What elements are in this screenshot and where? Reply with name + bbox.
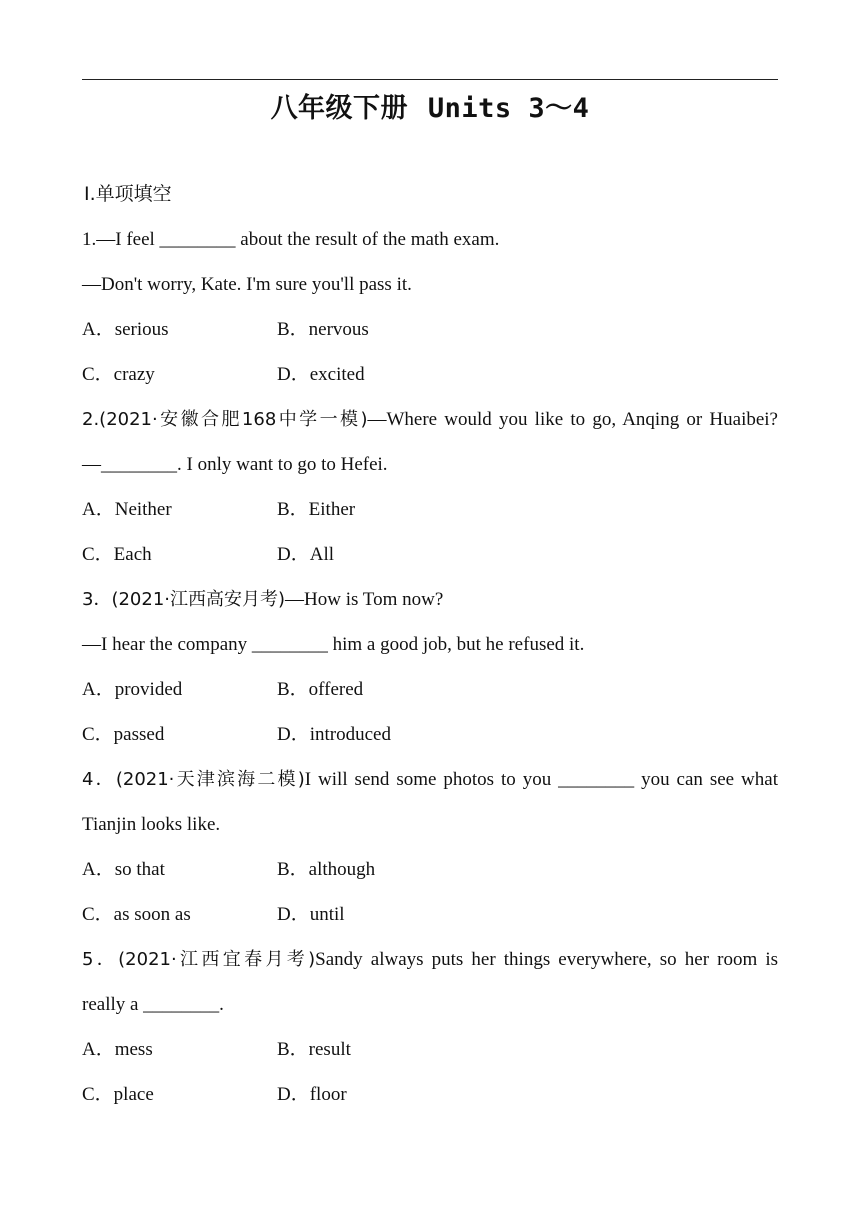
question-3-stem-text: —How is Tom now? bbox=[285, 589, 444, 610]
question-2-stem-line-1 bbox=[82, 409, 778, 431]
question-5-stem-line-2: really a ________. bbox=[82, 994, 224, 1015]
header-rule bbox=[82, 79, 778, 80]
question-5-option-a: A．mess bbox=[82, 1039, 153, 1060]
question-3-option-a: A．provided bbox=[82, 679, 183, 700]
question-5-source: 5．(2021·江西宜春月考) bbox=[82, 949, 316, 970]
question-2-option-b: B．Either bbox=[277, 499, 356, 520]
question-2-source: 2.(2021·安徽合肥168中学一模) bbox=[82, 409, 368, 430]
question-1-stem-line-1: 1.—I feel ________ about the result of the math exam. bbox=[82, 229, 500, 250]
question-1-option-d: D．excited bbox=[277, 364, 365, 385]
question-3-option-b: B．offered bbox=[277, 679, 364, 700]
question-4-option-b: B．although bbox=[277, 859, 376, 880]
question-3-source: 3．(2021·江西高安月考) bbox=[82, 589, 286, 610]
question-4-source: 4．(2021·天津滨海二模) bbox=[82, 769, 305, 790]
question-1-option-b: B．nervous bbox=[277, 319, 369, 340]
question-1-option-c: C．crazy bbox=[82, 364, 155, 385]
section-heading: Ⅰ.单项填空 bbox=[84, 183, 172, 205]
page-title bbox=[0, 86, 860, 125]
question-5-option-b: B．result bbox=[277, 1039, 351, 1060]
title-units: Units 3～4 bbox=[427, 93, 590, 124]
question-4-stem-line-1 bbox=[82, 769, 778, 791]
question-3-stem-line-2: —I hear the company ________ him a good job, but he refused it. bbox=[82, 634, 585, 655]
question-1-stem-line-2: —Don't worry, Kate. I'm sure you'll pass it. bbox=[82, 274, 412, 295]
question-3-option-d: D．introduced bbox=[277, 724, 391, 745]
question-4-option-c: C．as soon as bbox=[82, 904, 191, 925]
question-1-option-a: A．serious bbox=[82, 319, 169, 340]
question-4-stem-line-2: Tianjin looks like. bbox=[82, 814, 221, 835]
question-5-stem-text: Sandy always puts her things everywhere, so her room is bbox=[315, 949, 778, 970]
question-5-option-d: D．floor bbox=[277, 1084, 347, 1105]
question-3-option-c: C．passed bbox=[82, 724, 165, 745]
question-2-option-c: C．Each bbox=[82, 544, 152, 565]
question-5-option-c: C．place bbox=[82, 1084, 154, 1105]
question-3-stem-line-1 bbox=[82, 589, 443, 611]
title-cn: 八年级下册 bbox=[270, 93, 409, 124]
question-2-option-d: D．All bbox=[277, 544, 335, 565]
question-2-stem-text: —Where would you like to go, Anqing or Huaibei? bbox=[367, 409, 778, 430]
question-4-option-d: D．until bbox=[277, 904, 345, 925]
question-4-stem-text: I will send some photos to you ________ you can see what bbox=[304, 769, 778, 790]
question-5-stem-line-1 bbox=[82, 949, 778, 971]
question-2-stem-line-2: —________. I only want to go to Hefei. bbox=[82, 454, 388, 475]
question-4-option-a: A．so that bbox=[82, 859, 165, 880]
question-2-option-a: A．Neither bbox=[82, 499, 172, 520]
